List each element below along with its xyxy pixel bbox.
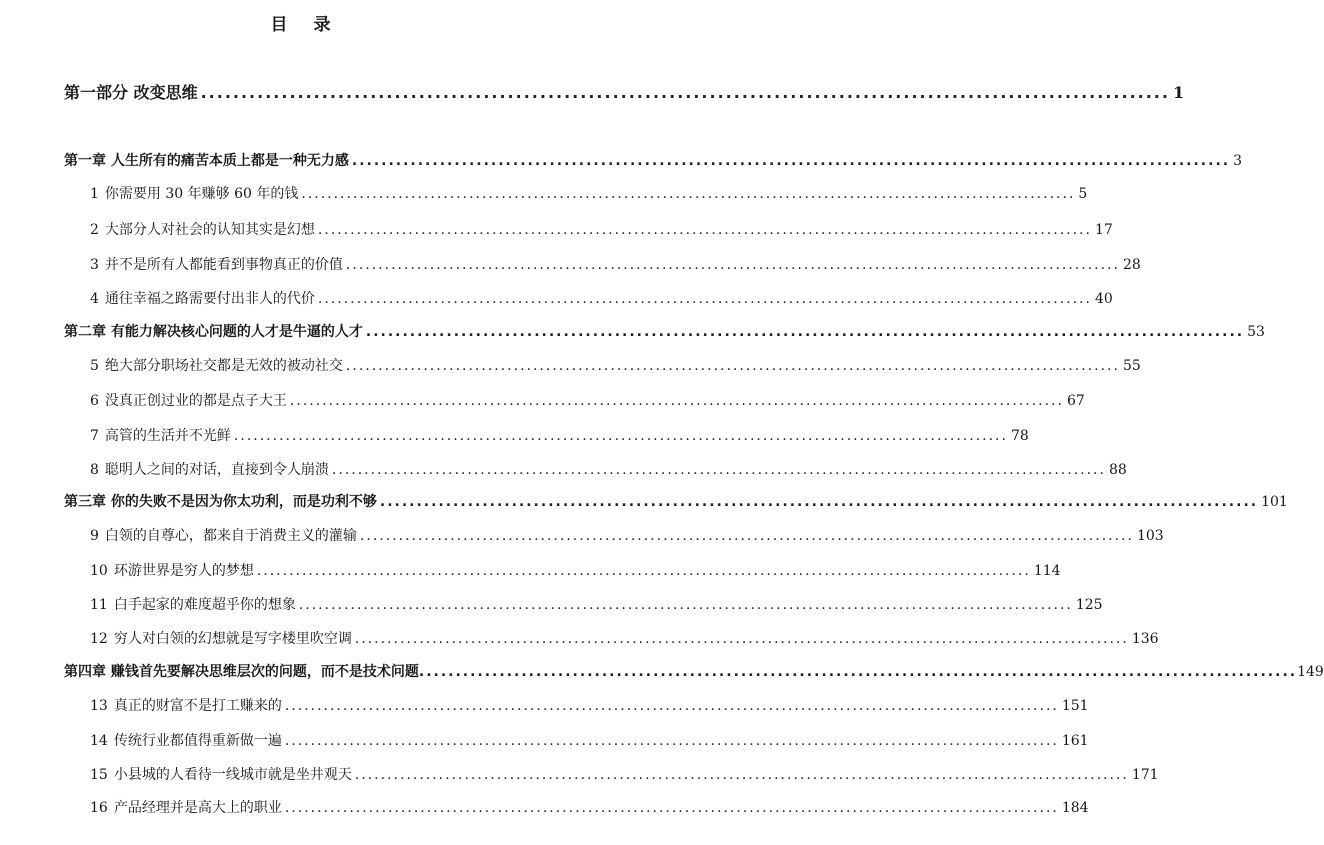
part-title: 第一部分 改变思维 [64, 83, 198, 102]
page-number: 53 [1247, 324, 1265, 340]
leader-dots: ........................................................................................................................ [317, 291, 1092, 307]
section-title: 白领的自尊心，都来自于消费主义的灌输 [104, 528, 357, 544]
toc-chapter-2[interactable] [64, 321, 1265, 345]
section-title: 通往幸福之路需要付出非人的代价 [104, 291, 315, 307]
page-number: 171 [1131, 767, 1159, 783]
section-index: 16 [90, 800, 108, 816]
section-index: 15 [90, 767, 108, 783]
section-index: 11 [90, 597, 108, 613]
section-title: 真正的财富不是打工赚来的 [113, 698, 282, 714]
section-index: 10 [90, 563, 108, 579]
leader-dots: ........................................................................................................................ [354, 631, 1129, 647]
section-index: 1 [90, 186, 99, 202]
toc-section-1[interactable] [90, 183, 1088, 207]
toc-section-15[interactable] [90, 764, 1159, 788]
page-number: 101 [1261, 494, 1288, 510]
chapter-title: 第二章 有能力解决核心问题的人才是牛逼的人才 [64, 324, 363, 340]
toc-section-16[interactable] [90, 797, 1089, 821]
toc-section-11[interactable] [90, 594, 1103, 618]
toc-section-5[interactable] [90, 355, 1141, 379]
section-title: 产品经理并是高大上的职业 [113, 800, 282, 816]
leader-dots: ........................................................................................................................ [345, 257, 1120, 273]
leader-dots: ........................................................................................................................ [354, 767, 1129, 783]
leader-dots: ........................................................................................................................ [200, 83, 1170, 102]
toc-section-4[interactable] [90, 288, 1113, 312]
page-number: 3 [1233, 153, 1242, 169]
chapter-title: 第三章 你的失败不是因为你太功利，而是功利不够 [64, 494, 377, 510]
section-index: 9 [90, 528, 99, 544]
page-number: 1 [1172, 83, 1185, 102]
page-number: 5 [1078, 186, 1088, 202]
leader-dots: ........................................................................................................................ [418, 664, 1298, 680]
leader-dots: ........................................................................................................................ [256, 563, 1031, 579]
page-number: 67 [1066, 393, 1085, 409]
section-title: 绝大部分职场社交都是无效的被动社交 [104, 358, 343, 374]
toc-section-2[interactable] [90, 219, 1113, 243]
leader-dots: ........................................................................................................................ [298, 597, 1073, 613]
leader-dots: ........................................................................................................................ [289, 393, 1064, 409]
leader-dots: ........................................................................................................................ [317, 222, 1092, 238]
section-title: 聪明人之间的对话，直接到令人崩溃 [104, 462, 329, 478]
toc-section-9[interactable] [90, 525, 1164, 549]
leader-dots: ........................................................................................................................ [284, 800, 1059, 816]
leader-dots: ........................................................................................................................ [359, 528, 1134, 544]
toc-section-7[interactable] [90, 425, 1029, 449]
toc-section-14[interactable] [90, 730, 1089, 754]
section-index: 4 [90, 291, 99, 307]
section-index: 2 [90, 222, 99, 238]
section-title: 小县城的人看待一线城市就是坐井观天 [113, 767, 352, 783]
page-title: 目 录 [270, 15, 341, 35]
section-title: 没真正创过业的都是点子大王 [104, 393, 287, 409]
page-number: 55 [1122, 358, 1141, 374]
toc-section-8[interactable] [90, 459, 1127, 483]
section-title: 白手起家的难度超乎你的想象 [113, 597, 296, 613]
section-title: 你需要用 30 年赚够 60 年的钱 [104, 186, 299, 202]
chapter-title: 第四章 赚钱首先要解决思维层次的问题，而不是技术问题 [64, 664, 419, 680]
toc-section-3[interactable] [90, 254, 1141, 278]
page-number: 40 [1094, 291, 1113, 307]
section-title: 环游世界是穷人的梦想 [113, 563, 254, 579]
page-number: 78 [1010, 428, 1029, 444]
page-number: 151 [1061, 698, 1089, 714]
toc-chapter-3[interactable] [64, 491, 1288, 515]
section-index: 14 [90, 733, 108, 749]
toc-section-6[interactable] [90, 390, 1085, 414]
section-index: 3 [90, 257, 99, 273]
section-index: 7 [90, 428, 99, 444]
leader-dots: ........................................................................................................................ [301, 186, 1076, 202]
toc-part-1[interactable] [64, 80, 1185, 104]
page-number: 88 [1108, 462, 1127, 478]
section-title: 大部分人对社会的认知其实是幻想 [104, 222, 315, 238]
leader-dots: ........................................................................................................................ [365, 324, 1245, 340]
page-number: 136 [1131, 631, 1159, 647]
page-number: 161 [1061, 733, 1089, 749]
leader-dots: ........................................................................................................................ [284, 698, 1059, 714]
leader-dots: ........................................................................................................................ [331, 462, 1106, 478]
page-number: 149 [1297, 664, 1324, 680]
page-number: 103 [1136, 528, 1164, 544]
leader-dots: ........................................................................................................................ [233, 428, 1008, 444]
page-number: 184 [1061, 800, 1089, 816]
toc-section-10[interactable] [90, 560, 1061, 584]
page-number: 17 [1094, 222, 1113, 238]
toc-chapter-4[interactable] [64, 661, 1324, 685]
toc-section-13[interactable] [90, 695, 1089, 719]
section-index: 5 [90, 358, 99, 374]
leader-dots: ........................................................................................................................ [351, 153, 1231, 169]
toc-section-12[interactable] [90, 628, 1159, 652]
section-index: 13 [90, 698, 108, 714]
page-number: 28 [1122, 257, 1141, 273]
toc-chapter-1[interactable] [64, 150, 1242, 174]
chapter-title: 第一章 人生所有的痛苦本质上都是一种无力感 [64, 153, 349, 169]
section-title: 传统行业都值得重新做一遍 [113, 733, 282, 749]
page-number: 125 [1075, 597, 1103, 613]
leader-dots: ........................................................................................................................ [345, 358, 1120, 374]
section-title: 高管的生活并不光鲜 [104, 428, 231, 444]
section-index: 8 [90, 462, 99, 478]
section-index: 6 [90, 393, 99, 409]
section-title: 穷人对白领的幻想就是写字楼里吹空调 [113, 631, 352, 647]
page-number: 114 [1033, 563, 1061, 579]
leader-dots: ........................................................................................................................ [284, 733, 1059, 749]
section-index: 12 [90, 631, 108, 647]
leader-dots: ........................................................................................................................ [379, 494, 1259, 510]
section-title: 并不是所有人都能看到事物真正的价值 [104, 257, 343, 273]
